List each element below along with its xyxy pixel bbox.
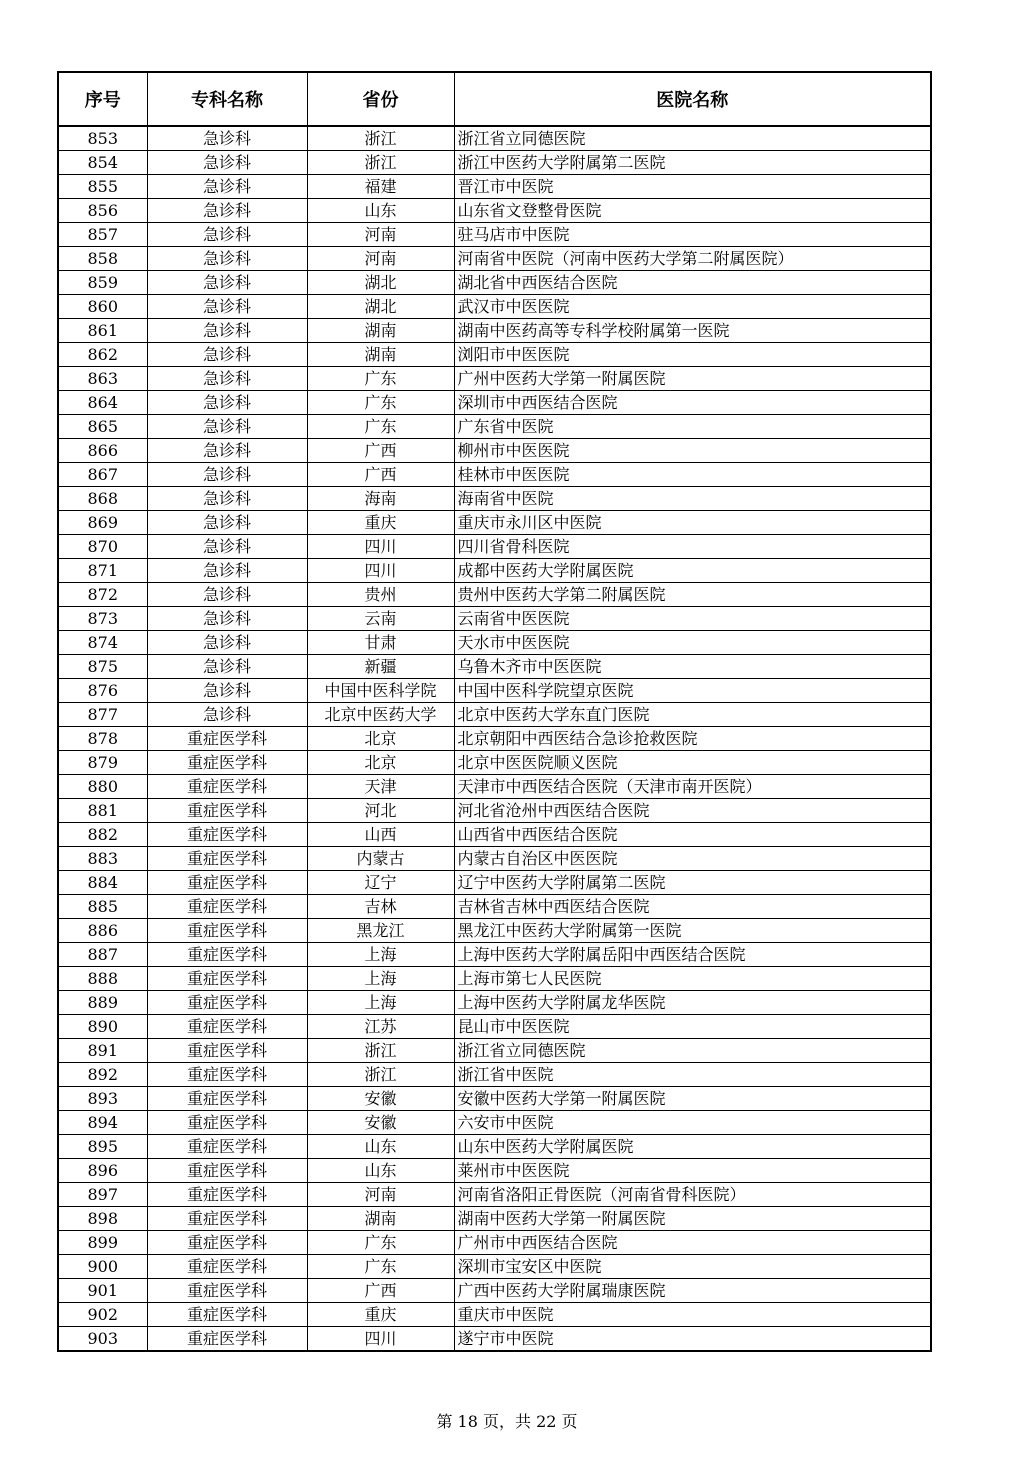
- hospital-cell: 广西中医药大学附属瑞康医院: [454, 1279, 931, 1303]
- table-row: [58, 727, 931, 751]
- hospital-cell: 云南省中医医院: [454, 607, 931, 631]
- province-cell: 中国中医科学院: [307, 679, 454, 703]
- province-cell: 山西: [307, 823, 454, 847]
- province-cell: 广东: [307, 415, 454, 439]
- serial-cell: 879: [58, 751, 147, 775]
- specialty-cell: 重症医学科: [147, 943, 307, 967]
- serial-cell: 885: [58, 895, 147, 919]
- hospital-cell: 广东省中医院: [454, 415, 931, 439]
- serial-cell: 862: [58, 343, 147, 367]
- specialty-cell: 急诊科: [147, 607, 307, 631]
- specialty-cell: 重症医学科: [147, 1111, 307, 1135]
- province-cell: 广东: [307, 1255, 454, 1279]
- hospital-cell: 贵州中医药大学第二附属医院: [454, 583, 931, 607]
- province-cell: 辽宁: [307, 871, 454, 895]
- specialty-cell: 重症医学科: [147, 1135, 307, 1159]
- hospital-cell: 浏阳市中医医院: [454, 343, 931, 367]
- serial-cell: 886: [58, 919, 147, 943]
- serial-cell: 861: [58, 319, 147, 343]
- table-row: [58, 967, 931, 991]
- table-row: [58, 847, 931, 871]
- province-cell: 山东: [307, 1135, 454, 1159]
- hospital-cell: 成都中医药大学附属医院: [454, 559, 931, 583]
- hospital-cell: 北京朝阳中西医结合急诊抢救医院: [454, 727, 931, 751]
- table-row: [58, 487, 931, 511]
- table-row: [58, 1231, 931, 1255]
- hospital-cell: 桂林市中医医院: [454, 463, 931, 487]
- hospital-cell: 莱州市中医医院: [454, 1159, 931, 1183]
- serial-cell: 856: [58, 199, 147, 223]
- hospital-cell: 深圳市宝安区中医院: [454, 1255, 931, 1279]
- hospital-cell: 湖南中医药大学第一附属医院: [454, 1207, 931, 1231]
- province-cell: 浙江: [307, 126, 454, 151]
- province-cell: 广西: [307, 463, 454, 487]
- serial-cell: 878: [58, 727, 147, 751]
- serial-cell: 887: [58, 943, 147, 967]
- specialty-cell: 急诊科: [147, 583, 307, 607]
- table-row: [58, 1303, 931, 1327]
- table-row: [58, 1135, 931, 1159]
- specialty-cell: 重症医学科: [147, 871, 307, 895]
- specialty-cell: 急诊科: [147, 631, 307, 655]
- hospital-cell: 安徽中医药大学第一附属医院: [454, 1087, 931, 1111]
- hospital-cell: 山西省中西医结合医院: [454, 823, 931, 847]
- specialty-cell: 急诊科: [147, 439, 307, 463]
- specialty-cell: 重症医学科: [147, 919, 307, 943]
- specialty-cell: 重症医学科: [147, 895, 307, 919]
- serial-cell: 902: [58, 1303, 147, 1327]
- table-row: [58, 991, 931, 1015]
- province-cell: 上海: [307, 943, 454, 967]
- specialty-cell: 重症医学科: [147, 1063, 307, 1087]
- table-row: [58, 559, 931, 583]
- specialty-cell: 重症医学科: [147, 1303, 307, 1327]
- hospital-cell: 晋江市中医院: [454, 175, 931, 199]
- province-cell: 新疆: [307, 655, 454, 679]
- table-row: [58, 247, 931, 271]
- hospital-cell: 河北省沧州中西医结合医院: [454, 799, 931, 823]
- specialty-cell: 重症医学科: [147, 1015, 307, 1039]
- serial-cell: 899: [58, 1231, 147, 1255]
- hospital-cell: 四川省骨科医院: [454, 535, 931, 559]
- hospital-cell: 重庆市永川区中医院: [454, 511, 931, 535]
- province-cell: 广西: [307, 439, 454, 463]
- province-cell: 四川: [307, 559, 454, 583]
- province-cell: 江苏: [307, 1015, 454, 1039]
- serial-cell: 872: [58, 583, 147, 607]
- province-cell: 内蒙古: [307, 847, 454, 871]
- province-cell: 福建: [307, 175, 454, 199]
- header-serial: 序号: [58, 72, 147, 126]
- table-row: [58, 823, 931, 847]
- hospital-cell: 浙江省立同德医院: [454, 126, 931, 151]
- table-row: [58, 343, 931, 367]
- specialty-cell: 急诊科: [147, 343, 307, 367]
- province-cell: 河南: [307, 223, 454, 247]
- specialty-cell: 急诊科: [147, 559, 307, 583]
- hospital-cell: 重庆市中医院: [454, 1303, 931, 1327]
- table-row: [58, 655, 931, 679]
- specialty-cell: 急诊科: [147, 126, 307, 151]
- specialty-cell: 重症医学科: [147, 1279, 307, 1303]
- province-cell: 山东: [307, 199, 454, 223]
- province-cell: 海南: [307, 487, 454, 511]
- province-cell: 重庆: [307, 1303, 454, 1327]
- province-cell: 湖北: [307, 295, 454, 319]
- province-cell: 吉林: [307, 895, 454, 919]
- hospital-table: [57, 71, 932, 1352]
- table-row: [58, 799, 931, 823]
- table-header-row: [58, 72, 931, 126]
- serial-cell: 889: [58, 991, 147, 1015]
- specialty-cell: 重症医学科: [147, 1183, 307, 1207]
- serial-cell: 894: [58, 1111, 147, 1135]
- hospital-cell: 河南省中医院（河南中医药大学第二附属医院）: [454, 247, 931, 271]
- table-row: [58, 463, 931, 487]
- hospital-cell: 浙江省中医院: [454, 1063, 931, 1087]
- specialty-cell: 急诊科: [147, 151, 307, 175]
- hospital-cell: 遂宁市中医院: [454, 1327, 931, 1352]
- serial-cell: 901: [58, 1279, 147, 1303]
- hospital-cell: 浙江中医药大学附属第二医院: [454, 151, 931, 175]
- table-row: [58, 943, 931, 967]
- table-row: [58, 126, 931, 151]
- hospital-cell: 北京中医药大学东直门医院: [454, 703, 931, 727]
- specialty-cell: 急诊科: [147, 487, 307, 511]
- hospital-cell: 乌鲁木齐市中医医院: [454, 655, 931, 679]
- province-cell: 四川: [307, 1327, 454, 1352]
- specialty-cell: 重症医学科: [147, 823, 307, 847]
- province-cell: 贵州: [307, 583, 454, 607]
- specialty-cell: 急诊科: [147, 679, 307, 703]
- specialty-cell: 急诊科: [147, 703, 307, 727]
- specialty-cell: 急诊科: [147, 367, 307, 391]
- province-cell: 湖北: [307, 271, 454, 295]
- hospital-cell: 黑龙江中医药大学附属第一医院: [454, 919, 931, 943]
- serial-cell: 895: [58, 1135, 147, 1159]
- hospital-cell: 辽宁中医药大学附属第二医院: [454, 871, 931, 895]
- table-row: [58, 535, 931, 559]
- hospital-cell: 上海市第七人民医院: [454, 967, 931, 991]
- specialty-cell: 重症医学科: [147, 991, 307, 1015]
- serial-cell: 867: [58, 463, 147, 487]
- specialty-cell: 急诊科: [147, 223, 307, 247]
- hospital-cell: 吉林省吉林中西医结合医院: [454, 895, 931, 919]
- table-row: [58, 391, 931, 415]
- serial-cell: 882: [58, 823, 147, 847]
- specialty-cell: 重症医学科: [147, 847, 307, 871]
- serial-cell: 876: [58, 679, 147, 703]
- province-cell: 北京: [307, 727, 454, 751]
- table-row: [58, 1039, 931, 1063]
- specialty-cell: 重症医学科: [147, 1039, 307, 1063]
- serial-cell: 866: [58, 439, 147, 463]
- table-row: [58, 223, 931, 247]
- serial-cell: 868: [58, 487, 147, 511]
- table-row: [58, 1183, 931, 1207]
- table-row: [58, 871, 931, 895]
- specialty-cell: 急诊科: [147, 511, 307, 535]
- specialty-cell: 急诊科: [147, 535, 307, 559]
- hospital-cell: 河南省洛阳正骨医院（河南省骨科医院）: [454, 1183, 931, 1207]
- hospital-cell: 山东省文登整骨医院: [454, 199, 931, 223]
- specialty-cell: 重症医学科: [147, 1327, 307, 1352]
- serial-cell: 880: [58, 775, 147, 799]
- table-row: [58, 1015, 931, 1039]
- specialty-cell: 急诊科: [147, 319, 307, 343]
- table-row: [58, 271, 931, 295]
- province-cell: 浙江: [307, 151, 454, 175]
- province-cell: 山东: [307, 1159, 454, 1183]
- header-province: 省份: [307, 72, 454, 126]
- table-row: [58, 151, 931, 175]
- serial-cell: 873: [58, 607, 147, 631]
- table-row: [58, 631, 931, 655]
- province-cell: 河南: [307, 247, 454, 271]
- specialty-cell: 重症医学科: [147, 727, 307, 751]
- table-row: [58, 1087, 931, 1111]
- province-cell: 湖南: [307, 1207, 454, 1231]
- hospital-cell: 海南省中医院: [454, 487, 931, 511]
- specialty-cell: 急诊科: [147, 655, 307, 679]
- province-cell: 湖南: [307, 343, 454, 367]
- table-row: [58, 751, 931, 775]
- serial-cell: 859: [58, 271, 147, 295]
- province-cell: 云南: [307, 607, 454, 631]
- province-cell: 河北: [307, 799, 454, 823]
- specialty-cell: 急诊科: [147, 175, 307, 199]
- table-body: [58, 126, 931, 1351]
- hospital-cell: 山东中医药大学附属医院: [454, 1135, 931, 1159]
- serial-cell: 896: [58, 1159, 147, 1183]
- specialty-cell: 急诊科: [147, 415, 307, 439]
- hospital-cell: 中国中医科学院望京医院: [454, 679, 931, 703]
- specialty-cell: 重症医学科: [147, 1255, 307, 1279]
- serial-cell: 858: [58, 247, 147, 271]
- hospital-cell: 广州市中西医结合医院: [454, 1231, 931, 1255]
- serial-cell: 865: [58, 415, 147, 439]
- specialty-cell: 急诊科: [147, 247, 307, 271]
- province-cell: 广东: [307, 1231, 454, 1255]
- serial-cell: 884: [58, 871, 147, 895]
- hospital-cell: 天津市中西医结合医院（天津市南开医院）: [454, 775, 931, 799]
- table-row: [58, 1063, 931, 1087]
- province-cell: 黑龙江: [307, 919, 454, 943]
- table-row: [58, 919, 931, 943]
- table-row: [58, 775, 931, 799]
- province-cell: 四川: [307, 535, 454, 559]
- specialty-cell: 重症医学科: [147, 967, 307, 991]
- specialty-cell: 重症医学科: [147, 1207, 307, 1231]
- hospital-cell: 内蒙古自治区中医医院: [454, 847, 931, 871]
- table-row: [58, 199, 931, 223]
- table-row: [58, 1327, 931, 1352]
- hospital-cell: 浙江省立同德医院: [454, 1039, 931, 1063]
- province-cell: 广东: [307, 391, 454, 415]
- serial-cell: 900: [58, 1255, 147, 1279]
- serial-cell: 871: [58, 559, 147, 583]
- specialty-cell: 重症医学科: [147, 799, 307, 823]
- province-cell: 广西: [307, 1279, 454, 1303]
- hospital-cell: 上海中医药大学附属龙华医院: [454, 991, 931, 1015]
- province-cell: 天津: [307, 775, 454, 799]
- specialty-cell: 急诊科: [147, 199, 307, 223]
- serial-cell: 855: [58, 175, 147, 199]
- serial-cell: 860: [58, 295, 147, 319]
- province-cell: 河南: [307, 1183, 454, 1207]
- table-row: [58, 439, 931, 463]
- province-cell: 北京中医药大学: [307, 703, 454, 727]
- table-row: [58, 1159, 931, 1183]
- hospital-cell: 广州中医药大学第一附属医院: [454, 367, 931, 391]
- specialty-cell: 重症医学科: [147, 775, 307, 799]
- specialty-cell: 急诊科: [147, 463, 307, 487]
- serial-cell: 898: [58, 1207, 147, 1231]
- serial-cell: 890: [58, 1015, 147, 1039]
- serial-cell: 892: [58, 1063, 147, 1087]
- page-footer: 第 18 页，共 22 页: [436, 1412, 578, 1431]
- serial-cell: 854: [58, 151, 147, 175]
- specialty-cell: 急诊科: [147, 295, 307, 319]
- serial-cell: 903: [58, 1327, 147, 1352]
- province-cell: 北京: [307, 751, 454, 775]
- province-cell: 重庆: [307, 511, 454, 535]
- serial-cell: 869: [58, 511, 147, 535]
- serial-cell: 897: [58, 1183, 147, 1207]
- specialty-cell: 重症医学科: [147, 1231, 307, 1255]
- province-cell: 浙江: [307, 1063, 454, 1087]
- hospital-cell: 武汉市中医医院: [454, 295, 931, 319]
- province-cell: 广东: [307, 367, 454, 391]
- table-row: [58, 703, 931, 727]
- table-row: [58, 367, 931, 391]
- specialty-cell: 急诊科: [147, 391, 307, 415]
- serial-cell: 853: [58, 126, 147, 151]
- province-cell: 上海: [307, 967, 454, 991]
- table-row: [58, 895, 931, 919]
- serial-cell: 863: [58, 367, 147, 391]
- serial-cell: 883: [58, 847, 147, 871]
- header-hospital: 医院名称: [454, 72, 931, 126]
- province-cell: 安徽: [307, 1111, 454, 1135]
- serial-cell: 874: [58, 631, 147, 655]
- table-row: [58, 583, 931, 607]
- hospital-cell: 北京中医医院顺义医院: [454, 751, 931, 775]
- hospital-cell: 昆山市中医医院: [454, 1015, 931, 1039]
- province-cell: 上海: [307, 991, 454, 1015]
- table-row: [58, 1255, 931, 1279]
- table-row: [58, 295, 931, 319]
- table-row: [58, 1279, 931, 1303]
- hospital-cell: 柳州市中医医院: [454, 439, 931, 463]
- specialty-cell: 重症医学科: [147, 751, 307, 775]
- province-cell: 湖南: [307, 319, 454, 343]
- serial-cell: 877: [58, 703, 147, 727]
- serial-cell: 881: [58, 799, 147, 823]
- table-row: [58, 511, 931, 535]
- serial-cell: 857: [58, 223, 147, 247]
- hospital-cell: 六安市中医院: [454, 1111, 931, 1135]
- province-cell: 浙江: [307, 1039, 454, 1063]
- specialty-cell: 重症医学科: [147, 1159, 307, 1183]
- serial-cell: 893: [58, 1087, 147, 1111]
- hospital-cell: 天水市中医医院: [454, 631, 931, 655]
- table-row: [58, 319, 931, 343]
- table-row: [58, 1207, 931, 1231]
- table-row: [58, 175, 931, 199]
- table-row: [58, 415, 931, 439]
- table-row: [58, 1111, 931, 1135]
- specialty-cell: 急诊科: [147, 271, 307, 295]
- serial-cell: 891: [58, 1039, 147, 1063]
- serial-cell: 864: [58, 391, 147, 415]
- province-cell: 安徽: [307, 1087, 454, 1111]
- hospital-cell: 上海中医药大学附属岳阳中西医结合医院: [454, 943, 931, 967]
- table-row: [58, 679, 931, 703]
- hospital-cell: 湖南中医药高等专科学校附属第一医院: [454, 319, 931, 343]
- hospital-cell: 湖北省中西医结合医院: [454, 271, 931, 295]
- header-specialty: 专科名称: [147, 72, 307, 126]
- serial-cell: 870: [58, 535, 147, 559]
- hospital-cell: 深圳市中西医结合医院: [454, 391, 931, 415]
- serial-cell: 875: [58, 655, 147, 679]
- serial-cell: 888: [58, 967, 147, 991]
- hospital-cell: 驻马店市中医院: [454, 223, 931, 247]
- specialty-cell: 重症医学科: [147, 1087, 307, 1111]
- province-cell: 甘肃: [307, 631, 454, 655]
- table-row: [58, 607, 931, 631]
